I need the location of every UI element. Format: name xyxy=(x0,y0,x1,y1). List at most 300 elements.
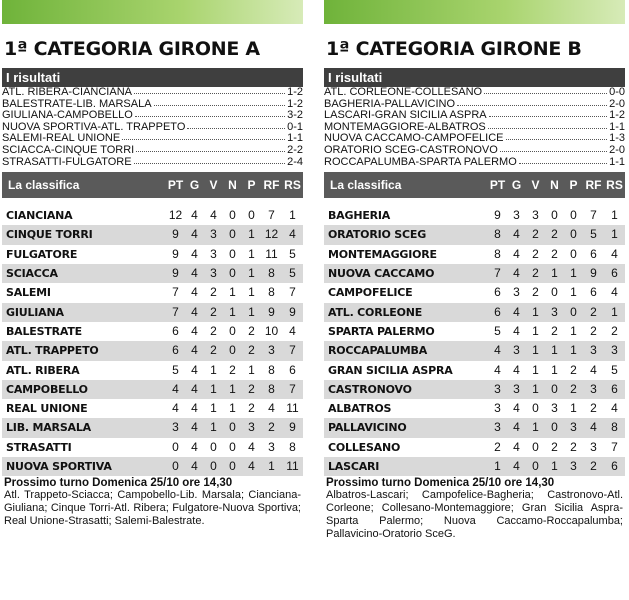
standings-row xyxy=(2,283,303,302)
stat-cell: 2 xyxy=(590,304,597,319)
stat-cell: 0 xyxy=(210,459,217,474)
stat-cell: 2 xyxy=(248,401,255,416)
team-name: CAMPOFELICE xyxy=(328,286,413,300)
stat-cell: 3 xyxy=(494,420,501,435)
stat-cell: 2 xyxy=(268,420,275,435)
stat-cell: 4 xyxy=(191,266,198,281)
column-header: N xyxy=(550,178,559,193)
stat-cell: 11 xyxy=(265,246,278,261)
team-name: ALBATROS xyxy=(328,402,392,416)
team-name: REAL UNIONE xyxy=(6,402,88,416)
stat-cell: 6 xyxy=(611,381,618,396)
stat-cell: 3 xyxy=(210,266,217,281)
column-header: V xyxy=(209,178,218,193)
team-name: PALLAVICINO xyxy=(328,421,407,435)
stat-cell: 1 xyxy=(268,459,275,474)
leader-dots xyxy=(187,122,285,129)
result-match: GIULIANA-CAMPOBELLO xyxy=(2,110,133,122)
stat-cell: 1 xyxy=(551,343,558,358)
leader-dots xyxy=(122,133,285,140)
stat-cell: 11 xyxy=(286,459,299,474)
stat-cell: 2 xyxy=(248,343,255,358)
result-row xyxy=(2,110,303,122)
result-match: ATL. RIBERA-CIANCIANA xyxy=(2,87,132,98)
stat-cell: 1 xyxy=(289,208,296,223)
stat-cell: 4 xyxy=(191,208,198,223)
team-name: ATL. RIBERA xyxy=(6,363,80,377)
stat-cell: 4 xyxy=(289,323,296,338)
stat-cell: 4 xyxy=(513,323,520,338)
stat-cell: 1 xyxy=(532,304,539,319)
stat-cell: 3 xyxy=(494,401,501,416)
girone-b-panel xyxy=(324,0,625,600)
stat-cell: 0 xyxy=(229,439,236,454)
result-match: SALEMI-REAL UNIONE xyxy=(2,133,121,145)
next-round-title: Prossimo turno Domenica 25/10 ore 14,30 xyxy=(4,477,233,490)
stat-cell: 2 xyxy=(494,439,501,454)
standings-row xyxy=(324,438,625,457)
next-round-matches: Albatros-Lascari; Campofelice-Bagheria; Castronovo-Atl. Corleone; Collesano-Montemaggiore; Gran Sicilia Aspra-Sparta Palermo; Nuova Caccamo-Roccapalumba; Pallavicino-Oratorio SceG. xyxy=(326,489,623,541)
group-title: 1ª CATEGORIA GIRONE B xyxy=(326,38,582,60)
stat-cell: 9 xyxy=(172,246,179,261)
stat-cell: 0 xyxy=(229,420,236,435)
stat-cell: 5 xyxy=(494,323,501,338)
stat-cell: 0 xyxy=(229,266,236,281)
stat-cell: 4 xyxy=(191,343,198,358)
result-row xyxy=(324,99,625,111)
stat-cell: 1 xyxy=(210,420,217,435)
leader-dots xyxy=(134,87,285,94)
team-name: CIANCIANA xyxy=(6,209,73,223)
next-round-title: Prossimo turno Domenica 25/10 ore 14,30 xyxy=(326,477,555,490)
stat-cell: 8 xyxy=(611,420,618,435)
leader-dots xyxy=(506,133,608,140)
result-match: BAGHERIA-PALLAVICINO xyxy=(324,98,456,110)
stat-cell: 3 xyxy=(172,420,179,435)
stat-cell: 1 xyxy=(210,362,217,377)
stat-cell: 9 xyxy=(268,304,275,319)
stat-cell: 3 xyxy=(210,246,217,261)
column-header: RF xyxy=(585,178,602,193)
stat-cell: 4 xyxy=(191,246,198,261)
stat-cell: 4 xyxy=(191,420,198,435)
column-header: G xyxy=(189,178,200,193)
column-header: N xyxy=(228,178,237,193)
stat-cell: 7 xyxy=(289,285,296,300)
standings-row xyxy=(324,341,625,360)
stat-cell: 2 xyxy=(248,381,255,396)
result-match: ROCCAPALUMBA-SPARTA PALERMO xyxy=(324,156,517,168)
stat-cell: 9 xyxy=(289,304,296,319)
leader-dots xyxy=(488,122,607,129)
column-header: RF xyxy=(263,178,280,193)
result-row xyxy=(2,133,303,145)
stat-cell: 2 xyxy=(611,323,618,338)
stat-cell: 0 xyxy=(229,459,236,474)
result-score: 1-2 xyxy=(609,109,625,122)
result-row xyxy=(324,145,625,157)
leader-dots xyxy=(500,145,607,152)
stat-cell: 4 xyxy=(268,401,275,416)
stat-cell: 7 xyxy=(289,381,296,396)
standings-row xyxy=(2,245,303,264)
stat-cell: 8 xyxy=(268,381,275,396)
stat-cell: 4 xyxy=(513,459,520,474)
stat-cell: 2 xyxy=(570,381,577,396)
stat-cell: 3 xyxy=(590,343,597,358)
team-name: NUOVA SPORTIVA xyxy=(6,460,112,474)
stat-cell: 1 xyxy=(532,420,539,435)
standings-row xyxy=(324,206,625,225)
stat-cell: 4 xyxy=(191,362,198,377)
stat-cell: 3 xyxy=(570,420,577,435)
result-score: 1-2 xyxy=(287,86,303,98)
stat-cell: 12 xyxy=(264,227,279,242)
stat-cell: 3 xyxy=(494,381,501,396)
stat-cell: 3 xyxy=(210,227,217,242)
stat-cell: 5 xyxy=(590,227,597,242)
stat-cell: 1 xyxy=(611,208,618,223)
result-score: 2-0 xyxy=(609,143,625,156)
stat-cell: 2 xyxy=(229,362,236,377)
stat-cell: 1 xyxy=(229,304,236,319)
team-name: BALESTRATE xyxy=(6,324,82,338)
green-header-bar xyxy=(324,0,625,24)
stat-cell: 3 xyxy=(611,343,618,358)
stat-cell: 3 xyxy=(590,381,597,396)
stat-cell: 6 xyxy=(611,459,618,474)
stat-cell: 7 xyxy=(172,285,179,300)
standings-row xyxy=(2,457,303,476)
team-name: GIULIANA xyxy=(6,305,64,319)
stat-cell: 2 xyxy=(210,285,217,300)
stat-cell: 3 xyxy=(268,343,275,358)
stat-cell: 2 xyxy=(532,227,539,242)
leader-dots xyxy=(136,145,285,152)
stat-cell: 3 xyxy=(513,285,520,300)
stat-cell: 8 xyxy=(494,227,501,242)
stat-cell: 4 xyxy=(191,285,198,300)
stat-cell: 8 xyxy=(268,362,275,377)
results-list xyxy=(2,87,303,168)
stat-cell: 0 xyxy=(570,208,577,223)
stat-cell: 0 xyxy=(172,459,179,474)
girone-a-panel xyxy=(2,0,303,600)
stat-cell: 3 xyxy=(513,343,520,358)
team-name: SPARTA PALERMO xyxy=(328,324,435,338)
stat-cell: 1 xyxy=(229,401,236,416)
stat-cell: 1 xyxy=(210,381,217,396)
stat-cell: 0 xyxy=(570,227,577,242)
stat-cell: 5 xyxy=(611,362,618,377)
result-match: ATL. CORLEONE-COLLESANO xyxy=(324,87,483,98)
standings-row xyxy=(2,225,303,244)
team-name: SALEMI xyxy=(6,286,51,300)
stat-cell: 6 xyxy=(590,246,597,261)
leader-dots xyxy=(519,157,607,164)
standings-row xyxy=(2,341,303,360)
leader-dots xyxy=(134,157,286,164)
result-match: NUOVA CACCAMO-CAMPOFELICE xyxy=(324,133,504,145)
stat-cell: 0 xyxy=(229,343,236,358)
result-score: 0-0 xyxy=(609,86,625,98)
stat-cell: 7 xyxy=(289,343,296,358)
stat-cell: 2 xyxy=(570,439,577,454)
result-row xyxy=(324,133,625,145)
team-name: ROCCAPALUMBA xyxy=(328,344,428,358)
result-score: 1-2 xyxy=(287,97,303,110)
stat-cell: 1 xyxy=(248,304,255,319)
result-score: 0-1 xyxy=(287,120,303,133)
stat-cell: 3 xyxy=(248,420,255,435)
standings-row xyxy=(324,380,625,399)
stat-cell: 8 xyxy=(289,439,296,454)
column-header: RS xyxy=(284,178,301,193)
stat-cell: 2 xyxy=(532,246,539,261)
stat-cell: 0 xyxy=(210,439,217,454)
standings-columns xyxy=(488,172,625,198)
standings-row xyxy=(2,264,303,283)
result-row xyxy=(2,99,303,111)
column-header: PT xyxy=(489,178,506,193)
stat-cell: 8 xyxy=(268,266,275,281)
stat-cell: 1 xyxy=(229,285,236,300)
leader-dots xyxy=(135,110,285,117)
stat-cell: 6 xyxy=(172,323,179,338)
result-score: 2-2 xyxy=(287,143,303,156)
stat-cell: 3 xyxy=(513,208,520,223)
team-name: BAGHERIA xyxy=(328,209,391,223)
result-match: NUOVA SPORTIVA-ATL. TRAPPETO xyxy=(2,121,186,133)
stat-cell: 1 xyxy=(532,323,539,338)
stat-cell: 8 xyxy=(268,285,275,300)
team-name: NUOVA CACCAMO xyxy=(328,267,435,281)
standings-title: La classifica xyxy=(8,178,80,193)
stat-cell: 0 xyxy=(570,246,577,261)
stat-cell: 7 xyxy=(590,208,597,223)
stat-cell: 6 xyxy=(289,362,296,377)
stat-cell: 4 xyxy=(611,401,618,416)
result-row xyxy=(324,110,625,122)
stat-cell: 1 xyxy=(551,266,558,281)
leader-dots xyxy=(484,87,607,94)
result-row xyxy=(2,87,303,99)
stat-cell: 5 xyxy=(289,246,296,261)
team-name: MONTEMAGGIORE xyxy=(328,247,437,261)
stat-cell: 0 xyxy=(551,208,558,223)
stat-cell: 2 xyxy=(248,323,255,338)
stat-cell: 1 xyxy=(494,459,501,474)
stat-cell: 1 xyxy=(229,381,236,396)
group-title: 1ª CATEGORIA GIRONE A xyxy=(4,38,260,60)
stat-cell: 4 xyxy=(191,401,198,416)
result-score: 1-1 xyxy=(609,155,625,168)
stat-cell: 0 xyxy=(551,420,558,435)
stat-cell: 0 xyxy=(229,246,236,261)
stat-cell: 0 xyxy=(532,439,539,454)
stat-cell: 4 xyxy=(191,227,198,242)
stat-cell: 1 xyxy=(570,343,577,358)
stat-cell: 0 xyxy=(229,208,236,223)
stat-cell: 7 xyxy=(494,266,501,281)
standings-row xyxy=(2,418,303,437)
column-header: PT xyxy=(167,178,184,193)
results-header: I risultati xyxy=(324,68,625,87)
standings-row xyxy=(2,322,303,341)
stat-cell: 2 xyxy=(210,304,217,319)
standings-columns xyxy=(166,172,303,198)
standings-row xyxy=(2,303,303,322)
team-name: ORATORIO SCEG xyxy=(328,228,427,242)
stat-cell: 0 xyxy=(551,381,558,396)
result-match: LASCARI-GRAN SICILIA ASPRA xyxy=(324,110,487,122)
column-header: G xyxy=(511,178,522,193)
stat-cell: 1 xyxy=(248,266,255,281)
team-name: COLLESANO xyxy=(328,440,401,454)
stat-cell: 2 xyxy=(570,362,577,377)
stat-cell: 2 xyxy=(551,246,558,261)
result-match: STRASATTI-FULGATORE xyxy=(2,156,132,168)
standings-row xyxy=(324,225,625,244)
next-round-matches: Atl. Trappeto-Sciacca; Campobello-Lib. Marsala; Cianciana-Giuliana; Cinque Torri-Atl. Ribera; Fulgatore-Nuova Sportiva; Real Unione-Strasatti; Salemi-Balestrate. xyxy=(4,489,301,528)
standings-header xyxy=(2,172,303,198)
standings-table xyxy=(324,206,625,476)
stat-cell: 4 xyxy=(191,439,198,454)
stat-cell: 2 xyxy=(551,323,558,338)
team-name: STRASATTI xyxy=(6,440,72,454)
stat-cell: 4 xyxy=(191,304,198,319)
stat-cell: 3 xyxy=(513,381,520,396)
result-match: BALESTRATE-LIB. MARSALA xyxy=(2,98,152,110)
stat-cell: 2 xyxy=(590,459,597,474)
result-row xyxy=(324,87,625,99)
stat-cell: 1 xyxy=(570,401,577,416)
stat-cell: 1 xyxy=(248,285,255,300)
stat-cell: 1 xyxy=(532,381,539,396)
standings-row xyxy=(324,303,625,322)
stat-cell: 9 xyxy=(590,266,597,281)
stat-cell: 3 xyxy=(590,439,597,454)
stat-cell: 9 xyxy=(289,420,296,435)
result-score: 3-2 xyxy=(287,109,303,122)
result-row xyxy=(2,145,303,157)
stat-cell: 4 xyxy=(611,246,618,261)
stat-cell: 1 xyxy=(248,246,255,261)
stat-cell: 4 xyxy=(248,439,255,454)
standings-title: La classifica xyxy=(330,178,402,193)
stat-cell: 2 xyxy=(590,401,597,416)
stat-cell: 2 xyxy=(551,439,558,454)
stat-cell: 8 xyxy=(494,246,501,261)
stat-cell: 1 xyxy=(248,362,255,377)
result-row xyxy=(324,157,625,169)
stat-cell: 1 xyxy=(532,343,539,358)
stat-cell: 1 xyxy=(611,304,618,319)
result-score: 2-4 xyxy=(287,155,303,168)
standings-row xyxy=(324,457,625,476)
stat-cell: 2 xyxy=(551,227,558,242)
team-name: LASCARI xyxy=(328,460,380,474)
standings-row xyxy=(2,361,303,380)
team-name: CASTRONOVO xyxy=(328,382,412,396)
stat-cell: 2 xyxy=(532,285,539,300)
standings-row xyxy=(324,361,625,380)
stat-cell: 12 xyxy=(168,208,183,223)
stat-cell: 0 xyxy=(532,459,539,474)
stat-cell: 3 xyxy=(532,208,539,223)
stat-cell: 3 xyxy=(551,304,558,319)
stat-cell: 3 xyxy=(570,459,577,474)
team-name: SCIACCA xyxy=(6,267,58,281)
stat-cell: 11 xyxy=(286,401,299,416)
stat-cell: 0 xyxy=(532,401,539,416)
stat-cell: 4 xyxy=(191,381,198,396)
standings-row xyxy=(324,283,625,302)
leader-dots xyxy=(457,99,607,106)
stat-cell: 4 xyxy=(611,285,618,300)
stat-cell: 4 xyxy=(513,266,520,281)
results-list xyxy=(324,87,625,168)
result-score: 1-3 xyxy=(609,132,625,145)
result-row xyxy=(324,122,625,134)
stat-cell: 0 xyxy=(248,208,255,223)
stat-cell: 10 xyxy=(264,323,279,338)
column-header: P xyxy=(247,178,256,193)
green-header-bar xyxy=(2,0,303,24)
stat-cell: 7 xyxy=(172,304,179,319)
stat-cell: 4 xyxy=(513,420,520,435)
stat-cell: 6 xyxy=(172,343,179,358)
standings-row xyxy=(324,264,625,283)
stat-cell: 3 xyxy=(551,401,558,416)
stat-cell: 4 xyxy=(590,420,597,435)
stat-cell: 2 xyxy=(210,323,217,338)
stat-cell: 9 xyxy=(172,227,179,242)
stat-cell: 1 xyxy=(570,323,577,338)
stat-cell: 4 xyxy=(513,304,520,319)
standings-row xyxy=(324,322,625,341)
stat-cell: 4 xyxy=(191,459,198,474)
stat-cell: 4 xyxy=(248,459,255,474)
standings-table xyxy=(2,206,303,476)
leader-dots xyxy=(154,99,286,106)
stat-cell: 0 xyxy=(551,285,558,300)
stat-cell: 1 xyxy=(551,459,558,474)
stat-cell: 4 xyxy=(210,208,217,223)
standings-row xyxy=(2,399,303,418)
standings-row xyxy=(324,418,625,437)
results-header: I risultati xyxy=(2,68,303,87)
result-row xyxy=(2,122,303,134)
result-score: 1-1 xyxy=(287,132,303,145)
stat-cell: 7 xyxy=(611,439,618,454)
stat-cell: 1 xyxy=(570,266,577,281)
standings-row xyxy=(2,380,303,399)
stat-cell: 2 xyxy=(590,323,597,338)
stat-cell: 5 xyxy=(172,362,179,377)
column-header: RS xyxy=(606,178,623,193)
stat-cell: 4 xyxy=(513,362,520,377)
column-header: P xyxy=(569,178,578,193)
stat-cell: 1 xyxy=(210,401,217,416)
stat-cell: 4 xyxy=(172,381,179,396)
stat-cell: 9 xyxy=(172,266,179,281)
standings-header xyxy=(324,172,625,198)
stat-cell: 1 xyxy=(611,227,618,242)
standings-row xyxy=(324,399,625,418)
stat-cell: 0 xyxy=(172,439,179,454)
result-score: 2-0 xyxy=(609,97,625,110)
